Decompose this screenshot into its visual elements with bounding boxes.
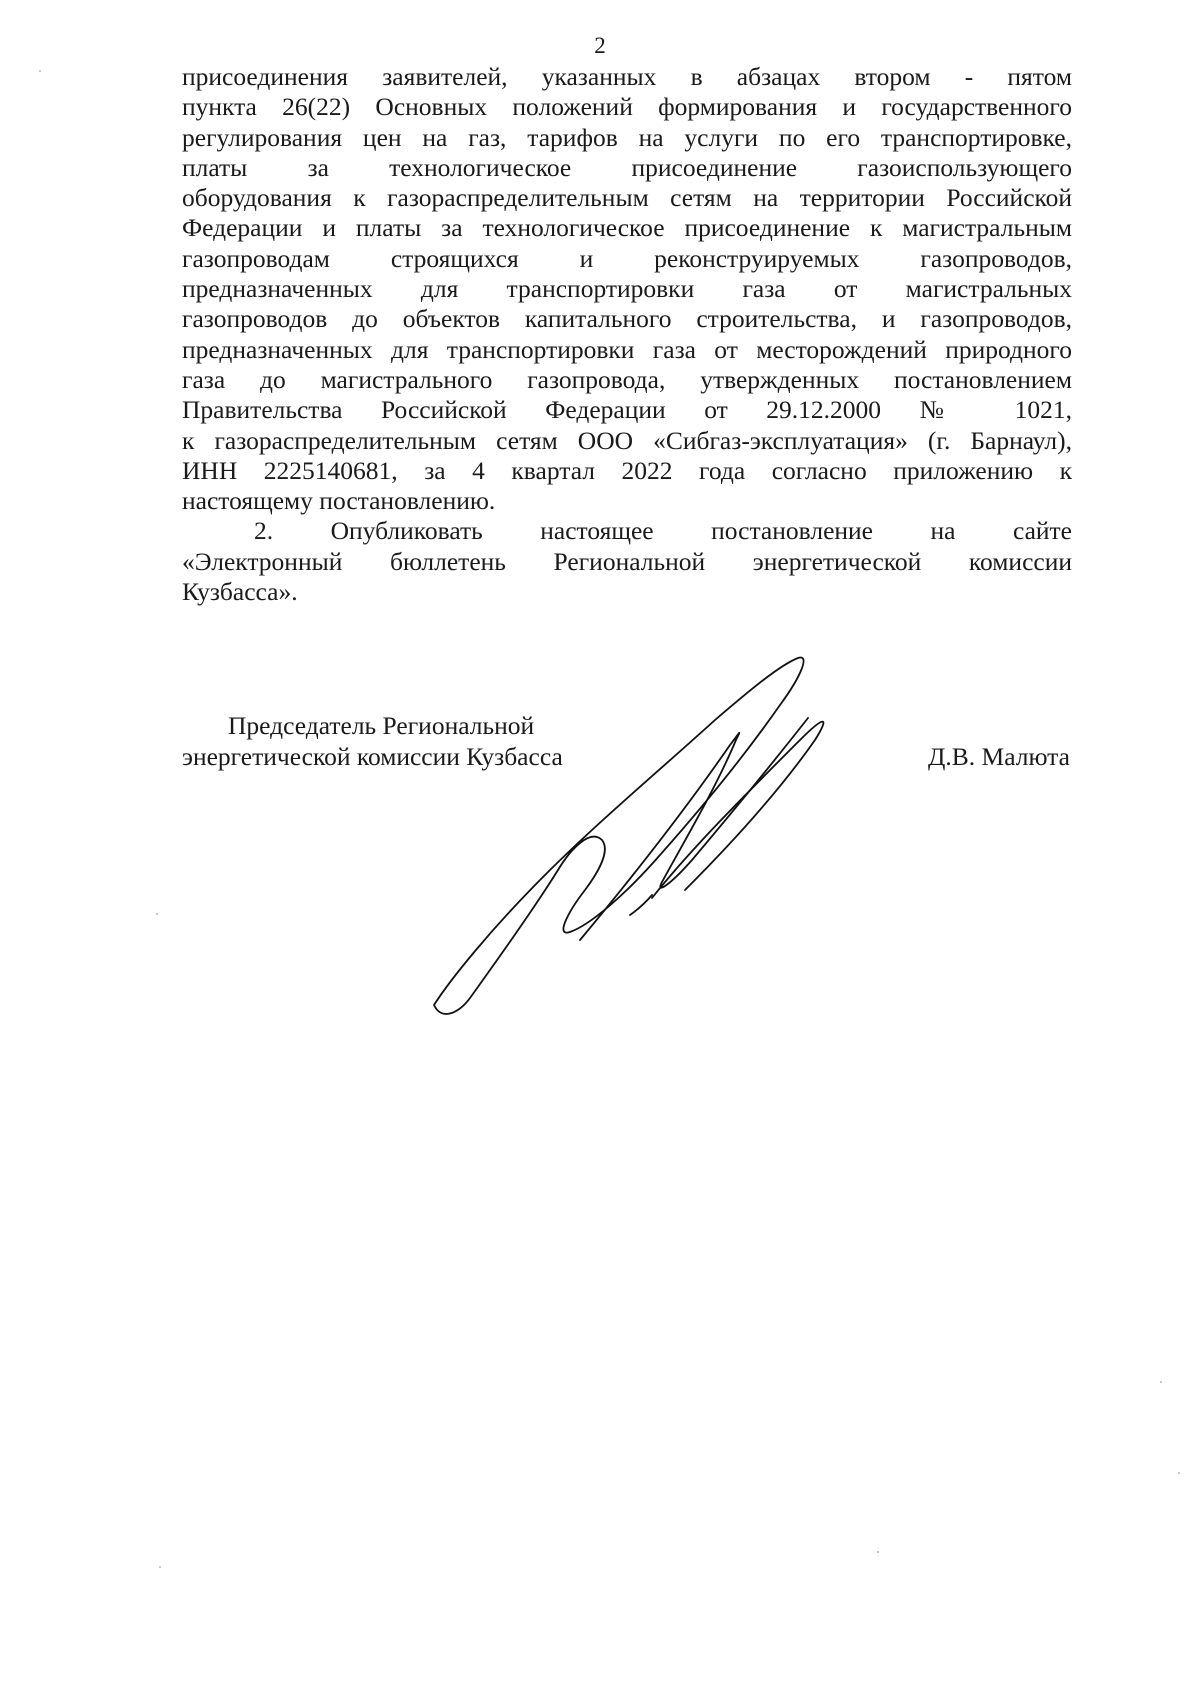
text-line: платы за технологическое присоединение газоиспользующего [182,152,1072,182]
signatory-title-line: энергетической комиссии Кузбасса [182,742,563,771]
scan-speck [1178,1472,1180,1474]
scan-speck [159,1566,161,1568]
text-line: «Электронный бюллетень Региональной энергетической комиссии [182,546,1072,576]
scan-speck [39,70,41,72]
text-line: к газораспределительным сетям ООО «Сибгаз-эксплуатация» (г. Барнаул), [182,425,1072,455]
text-line: настоящему постановлению. [182,486,496,516]
signatory-title-line: Председатель Региональной [228,711,535,740]
document-body [182,62,1072,607]
text-line: газопроводам строящихся и реконструируемых газопроводов, [182,243,1072,273]
text-line: регулирования цен на газ, тарифов на услуги по его транспортировке, [182,122,1072,152]
text-line: предназначенных для транспортировки газа от месторождений природного [182,334,1072,364]
text-line: Федерации и платы за технологическое присоединение к магистральным [182,213,1072,243]
scan-speck [156,913,158,915]
text-line: 2. Опубликовать настоящее постановление на сайте [254,516,1072,546]
text-line: пункта 26(22) Основных положений формирования и государственного [182,92,1072,122]
handwritten-signature [430,650,890,1020]
text-line: газа до магистрального газопровода, утвержденных постановлением [182,364,1072,394]
text-line: ИНН 2225140681, за 4 квартал 2022 года согласно приложению к [182,455,1072,485]
page-number: 2 [594,33,606,58]
text-line: Правительства Российской Федерации от 29.12.2000 № 1021, [182,395,1072,425]
scan-speck [877,1551,879,1553]
text-line: предназначенных для транспортировки газа от магистральных [182,274,1072,304]
text-line: Кузбасса». [182,577,298,607]
text-line: оборудования к газораспределительным сетям на территории Российской [182,183,1072,213]
paragraph-2 [182,516,1072,607]
scan-speck [1160,1381,1162,1383]
text-line: присоединения заявителей, указанных в абзацах втором - пятом [182,62,1072,91]
text-line: газопроводов до объектов капитального строительства, и газопроводов, [182,304,1072,334]
signatory-name: Д.В. Малюта [928,742,1070,771]
paragraph-1 [182,62,1072,516]
